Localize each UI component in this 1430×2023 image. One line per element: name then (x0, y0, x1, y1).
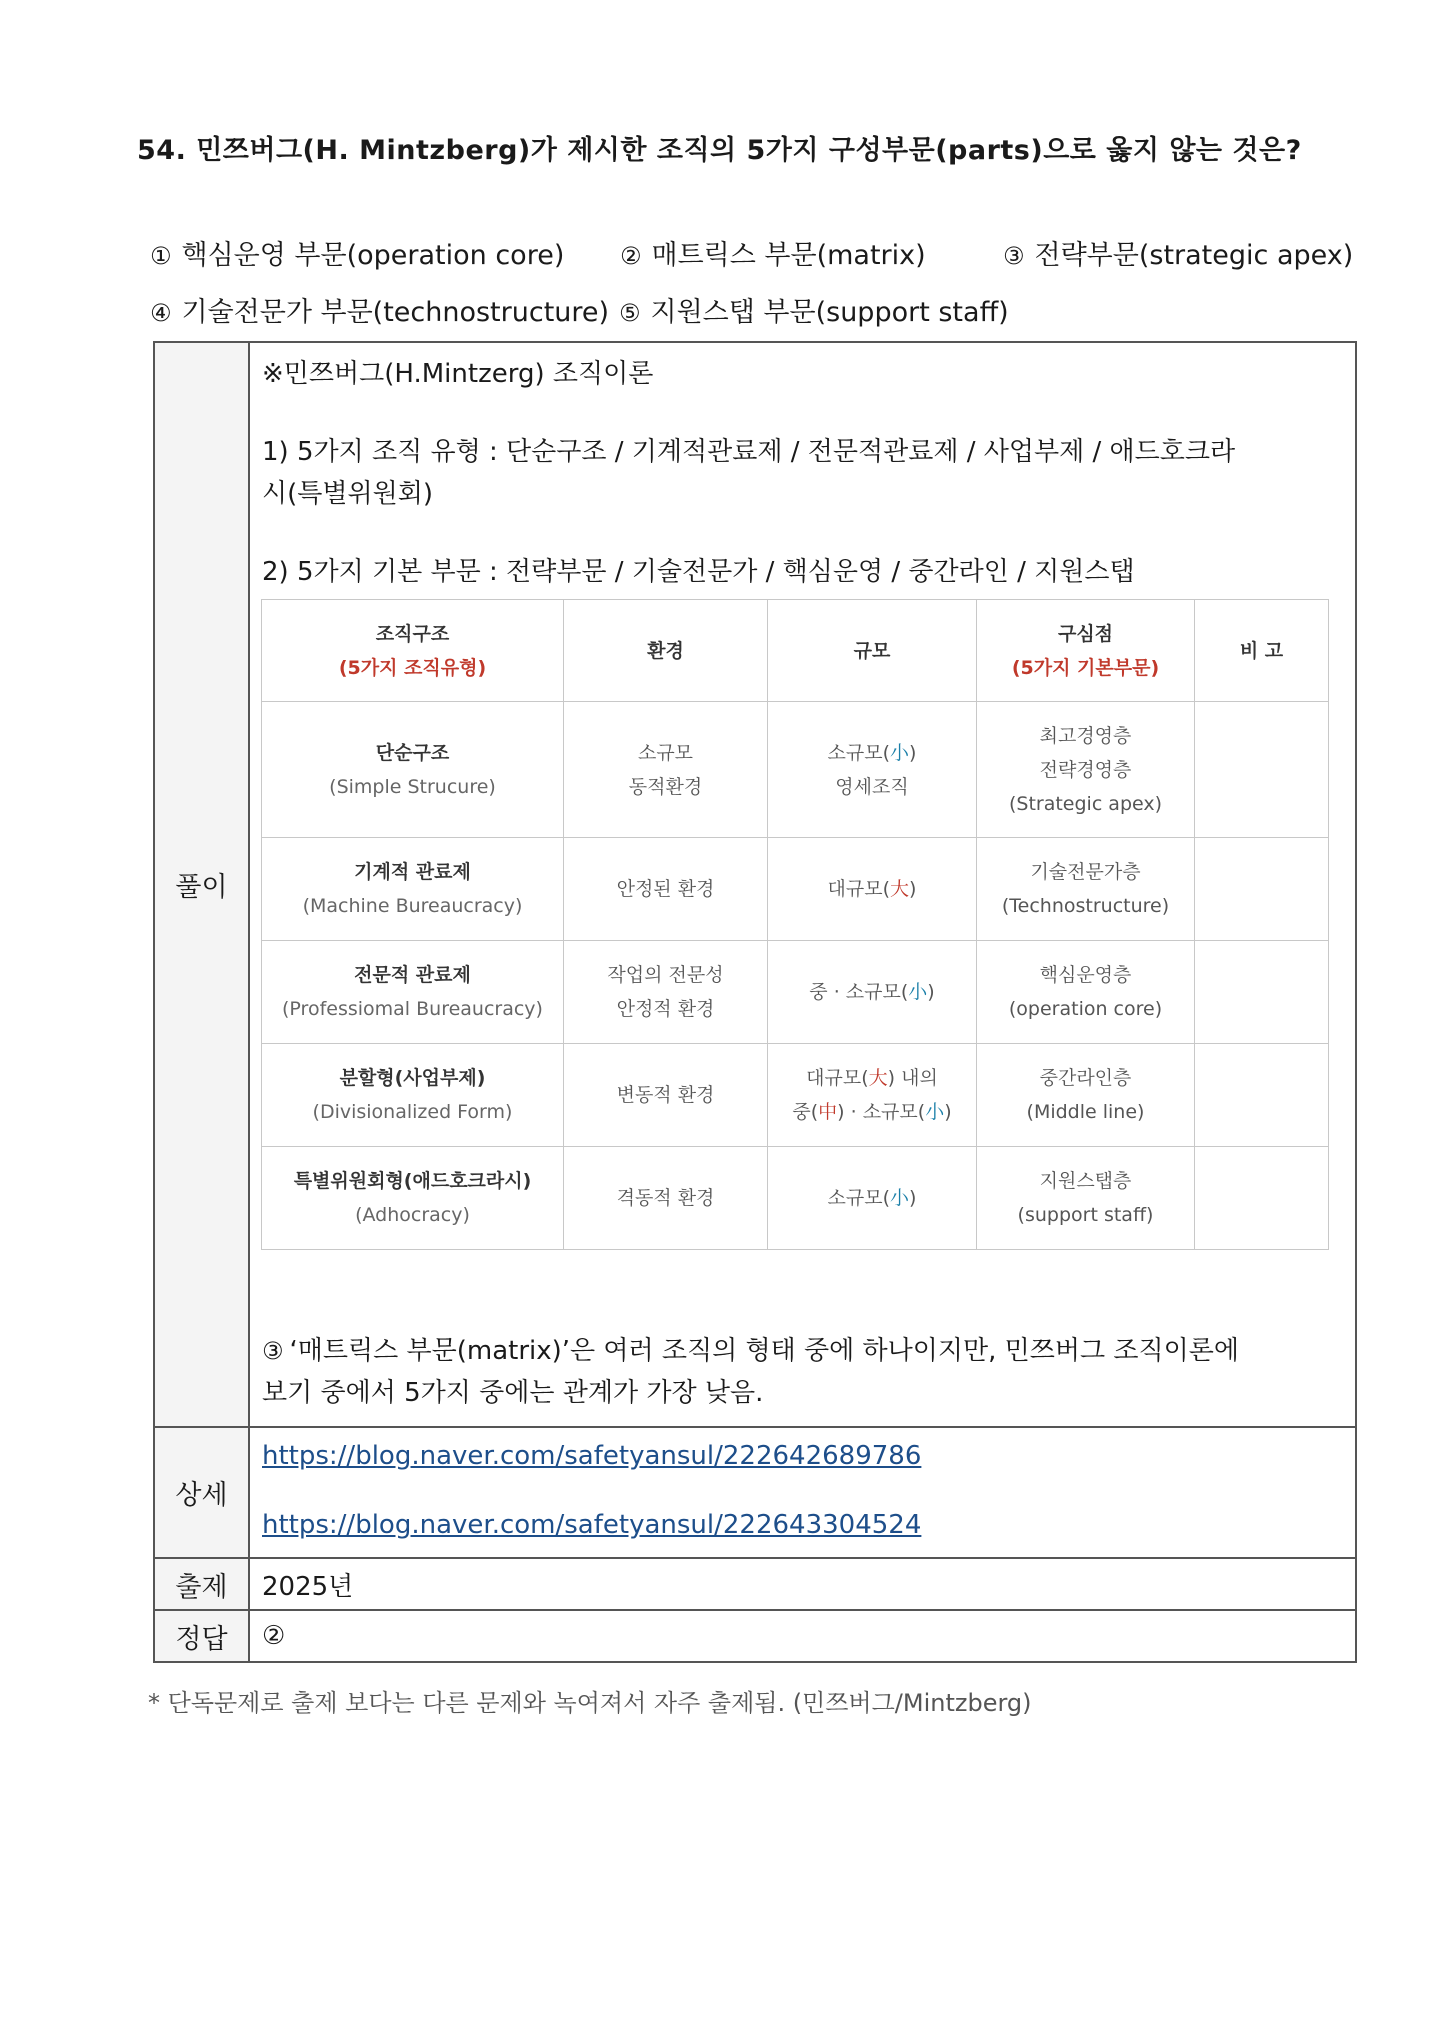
detail-label: 상세 (154, 1427, 249, 1558)
table-row: 전문적 관료제 (Professiomal Bureaucracy) 작업의 전문성 안정적 환경 중 · 소규모(小) 핵심운영층 (operation core) (262, 941, 1329, 1044)
table-header-row (262, 600, 1329, 702)
header-core: 구심점 (5가지 기본부문) (977, 600, 1195, 702)
header-note: 비 고 (1195, 600, 1329, 702)
header-scale: 규모 (768, 600, 977, 702)
answer-note: ③ ‘매트릭스 부문(matrix)’은 여러 조직의 형태 중에 하나이지만, 민쯔버그 조직이론에 보기 중에서 5가지 중에는 관계가 가장 낮음. (262, 1336, 1239, 1408)
header-environment: 환경 (564, 600, 768, 702)
question-title: 54. 민쯔버그(H. Mintzberg)가 제시한 조직의 5가지 구성부문(parts)으로 옳지 않는 것은? (137, 135, 1302, 166)
year-value: 2025년 (249, 1558, 1356, 1610)
point-1: 1) 5가지 조직 유형 : 단순구조 / 기계적관료제 / 전문적관료제 / 사업부제 / 애드호크라 시(특별위원회) (262, 437, 1236, 509)
detail-content (249, 1427, 1356, 1558)
choice-5: ⑤ 지원스탭 부문(support staff) (619, 297, 1009, 328)
explanation-content (249, 342, 1356, 1427)
year-label: 출제 (154, 1558, 249, 1610)
point-2: 2) 5가지 기본 부문 : 전략부문 / 기술전문가 / 핵심운영 / 중간라인 / 지원스탭 (262, 557, 1135, 587)
answer-sheet-table (153, 341, 1357, 1663)
table-row: 특별위원회형(애드호크라시) (Adhocracy) 격동적 환경 소규모(小) 지원스탭층 (support staff) (262, 1147, 1329, 1250)
detail-link-1[interactable]: https://blog.naver.com/safetyansul/222642689786 (262, 1441, 922, 1471)
choice-4: ④ 기술전문가 부문(technostructure) (150, 297, 610, 328)
table-row: 분할형(사업부제) (Divisionalized Form) 변동적 환경 대규모(大) 내의 중(中) · 소규모(小) 중간라인층 (Middle line) (262, 1044, 1329, 1147)
choice-2: ② 매트릭스 부문(matrix) (620, 240, 926, 271)
choice-1: ① 핵심운영 부문(operation core) (150, 240, 565, 271)
mintzberg-structure-table (261, 599, 1329, 1250)
answer-value: ② (249, 1610, 1356, 1662)
footnote: * 단독문제로 출제 보다는 다른 문제와 녹여져서 자주 출제됨. (민쯔버그/Mintzberg) (148, 1689, 1032, 1717)
header-structure: 조직구조 (5가지 조직유형) (262, 600, 564, 702)
answer-label: 정답 (154, 1610, 249, 1662)
table-row: 기계적 관료제 (Machine Bureaucracy) 안정된 환경 대규모(大) 기술전문가층 (Technostructure) (262, 838, 1329, 941)
theory-title: ※민쯔버그(H.Mintzerg) 조직이론 (262, 359, 654, 389)
choice-3: ③ 전략부문(strategic apex) (1003, 240, 1354, 271)
table-row: 단순구조 (Simple Strucure) 소규모 동적환경 소규모(小) 영세조직 최고경영층 전략경영층 (Strategic apex) (262, 702, 1329, 838)
detail-link-2[interactable]: https://blog.naver.com/safetyansul/222643304524 (262, 1510, 922, 1540)
explanation-label: 풀이 (154, 342, 249, 1427)
